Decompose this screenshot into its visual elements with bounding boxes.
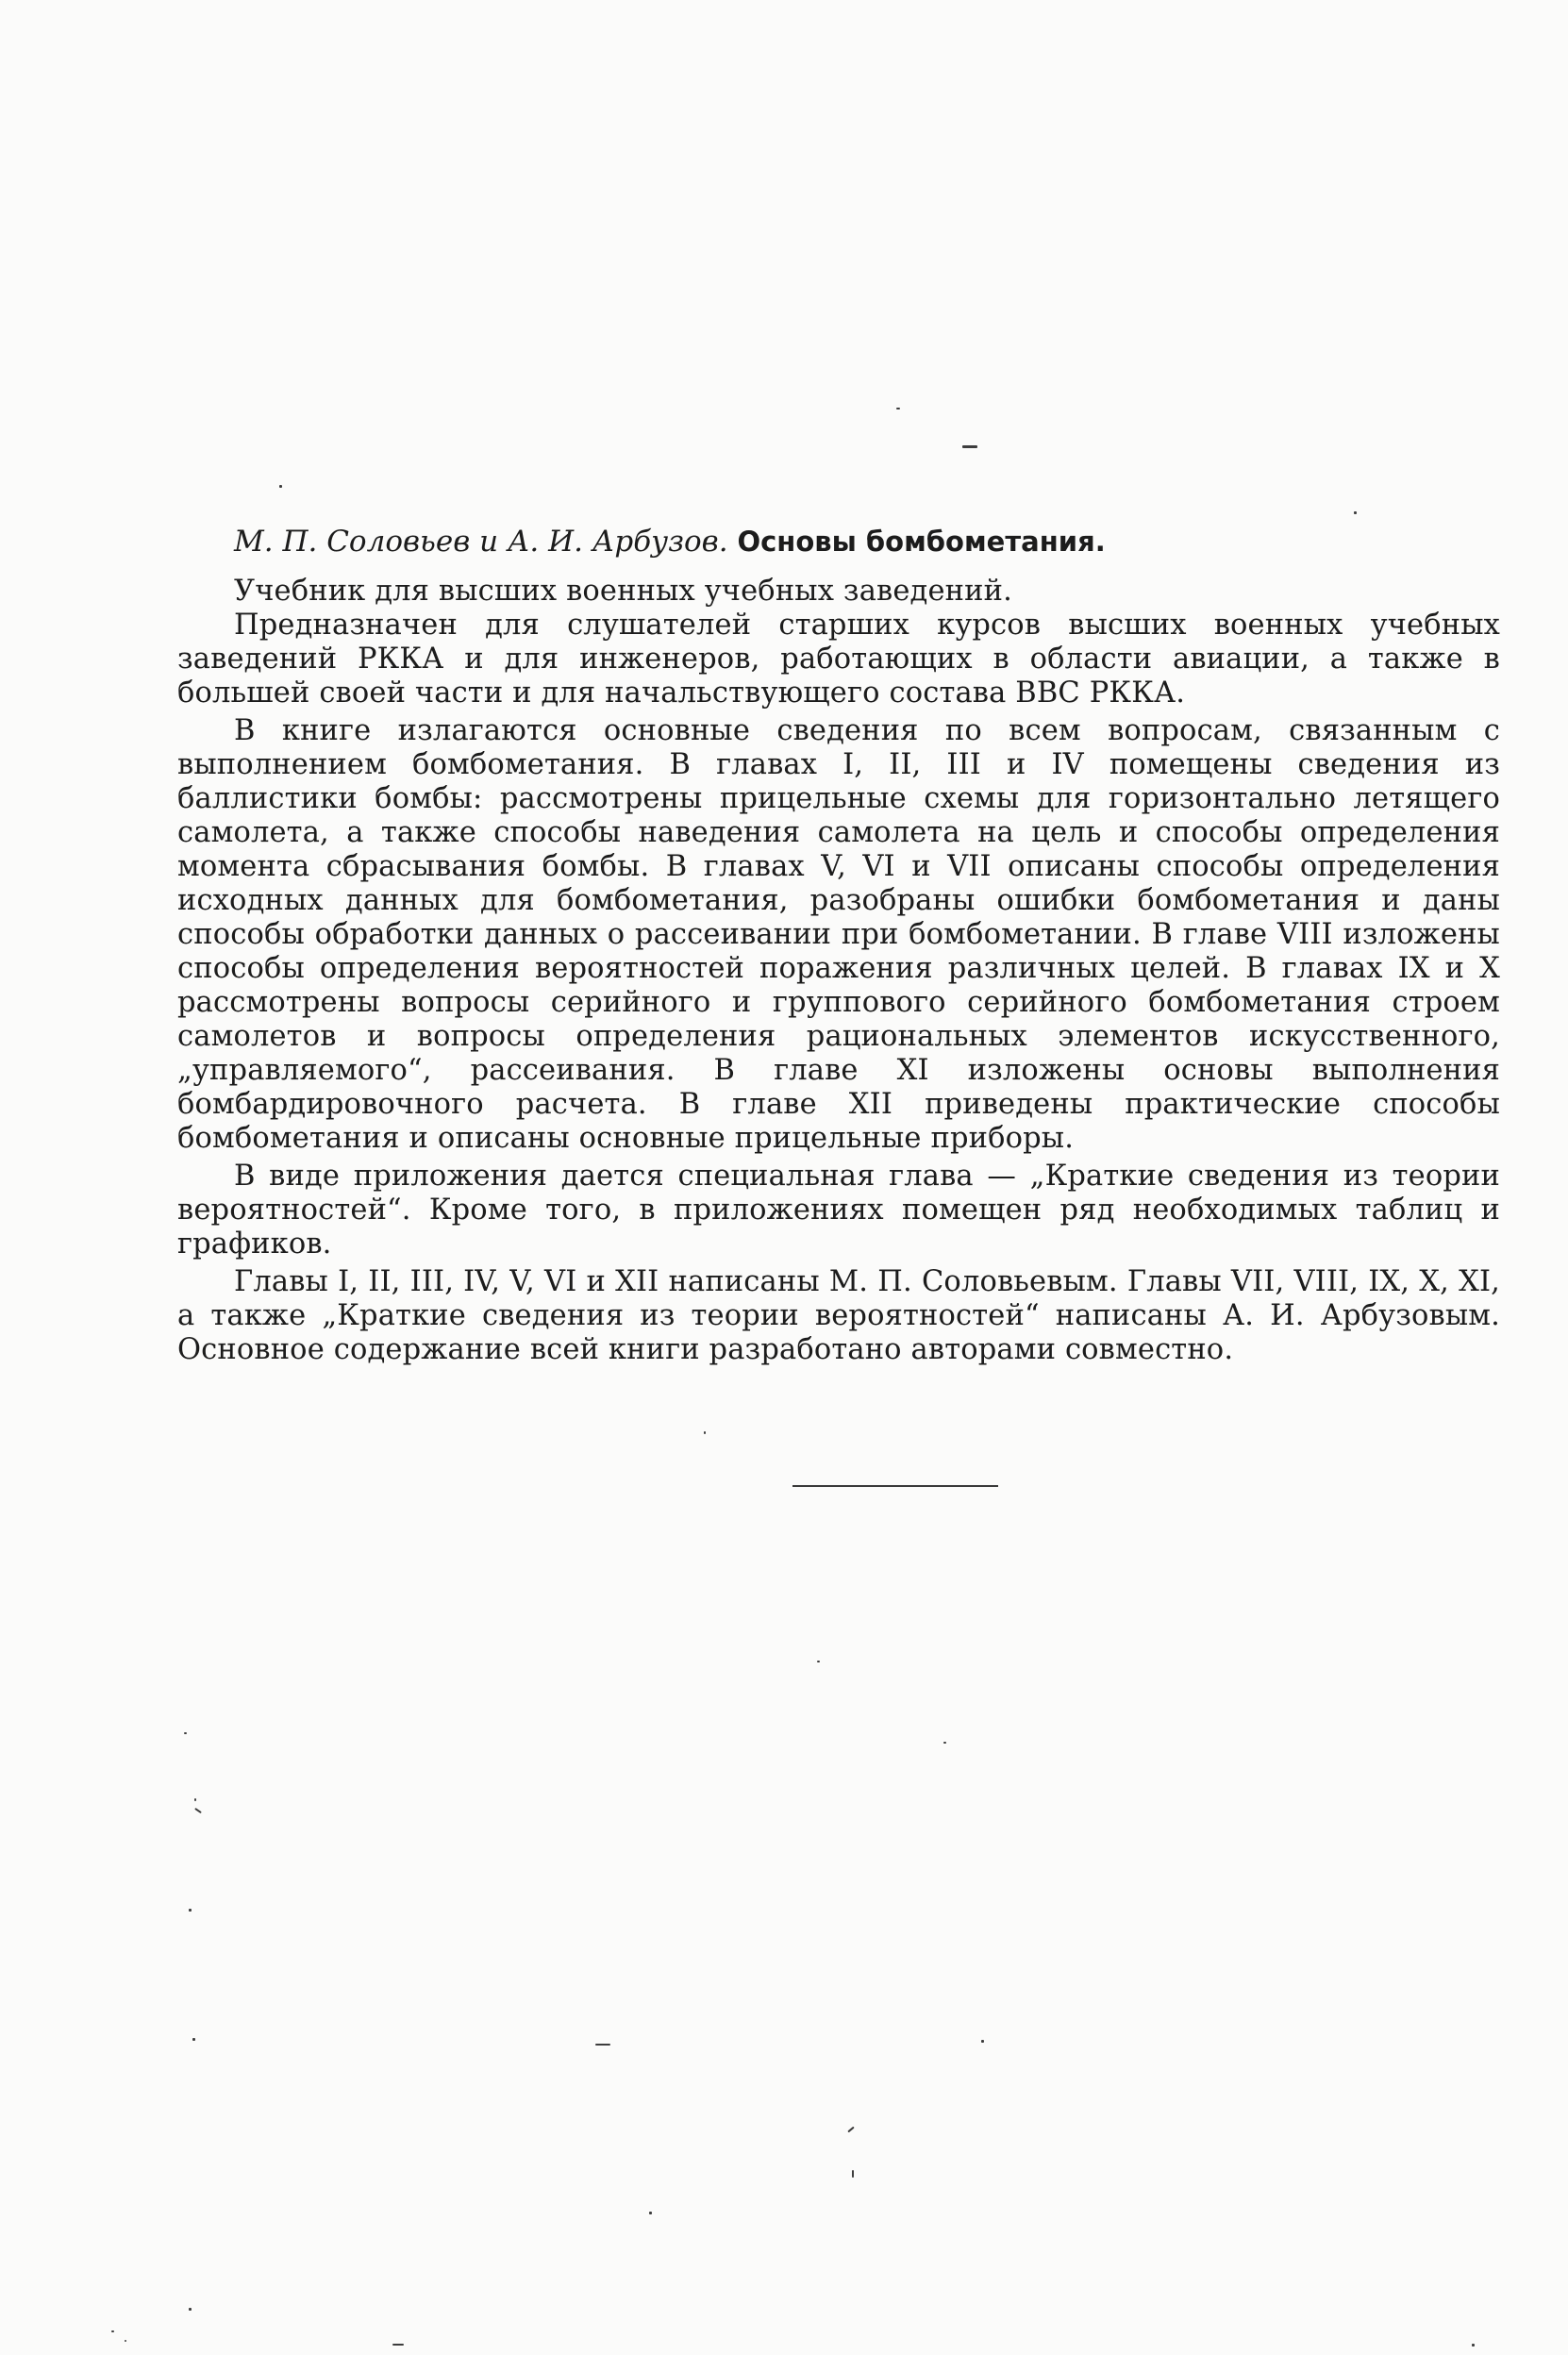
annotation-subtitle: Учебник для высших военных учебных заведений. xyxy=(234,575,1012,608)
scan-speck xyxy=(184,1732,187,1734)
book-annotation xyxy=(177,524,1500,1367)
scan-speck xyxy=(704,1431,706,1434)
scan-speck xyxy=(194,1798,196,1801)
scan-speck xyxy=(189,2308,192,2311)
annotation-contents-paragraph: В книге излагаются основные сведения по всем вопросам, связанным с выполнением бомбометания. В главах I, II, III и IV помещены сведения из баллистики бомбы: рассмотрены прицельные схемы для горизонтально летящего самолета, а также способы наведения самолета на цель и способы определения момента сбрасывания бомбы. В главах V, VI и VII описаны способы определения исходных данных для бомбометания, разобраны ошибки бомбометания и даны способы обработки данных о рассеивании при бомбометании. В главе VIII изложены способы определения вероятностей поражения различных целей. В главах IX и X рассмотрены вопросы серийного и группового серийного бомбометания строем самолетов и вопросы определения рациональных элементов искусственного, „управляемого“, рассеивания. В главе XI изложены основы выполнения бомбардировочного расчета. В главе XII приведены практические способы бомбометания и описаны основные прицельные приборы. xyxy=(177,714,1500,1155)
scan-speck xyxy=(896,408,900,409)
scan-speck xyxy=(125,2340,126,2342)
scan-speck xyxy=(852,2170,854,2178)
bibliographic-citation xyxy=(234,524,1500,560)
closing-divider-line xyxy=(792,1485,998,1487)
annotation-audience-paragraph: Предназначен для слушателей старших курсов высших военных учебных заведений РККА и для инженеров, работающих в области авиации, а также в большей своей части и для начальствующего состава ВВС РККА. xyxy=(177,609,1500,710)
scan-speck xyxy=(943,1742,946,1744)
scan-speck xyxy=(111,2330,114,2332)
scan-speck xyxy=(392,2344,404,2346)
scan-speck xyxy=(194,1808,202,1813)
citation-authors: М. П. Соловьев и А. И. Арбузов. xyxy=(234,525,728,559)
scan-speck xyxy=(192,2038,195,2041)
scan-speck xyxy=(1354,511,1357,514)
scan-speck xyxy=(962,445,977,448)
scan-speck xyxy=(847,2127,854,2133)
scan-speck xyxy=(595,2044,610,2046)
annotation-authorship-paragraph: Главы I, II, III, IV, V, VI и XII написаны М. П. Соловьевым. Главы VII, VIII, IX, X, XI, а также „Краткие сведения из теории вероятностей“ написаны А. И. Арбузовым. Основное содержание всей книги разработано авторами совместно. xyxy=(177,1265,1500,1366)
annotation-appendix-paragraph: В виде приложения дается специальная глава — „Краткие сведения из теории вероятностей“. Кроме того, в приложениях помещен ряд необходимых таблиц и графиков. xyxy=(177,1160,1500,1261)
scan-speck xyxy=(1472,2344,1475,2347)
citation-title: Основы бомбометания. xyxy=(737,526,1106,558)
scan-speck xyxy=(279,485,282,488)
scan-speck xyxy=(817,1661,820,1662)
scan-speck xyxy=(981,2040,984,2043)
scan-speck xyxy=(649,2212,652,2214)
scan-speck xyxy=(189,1909,192,1912)
